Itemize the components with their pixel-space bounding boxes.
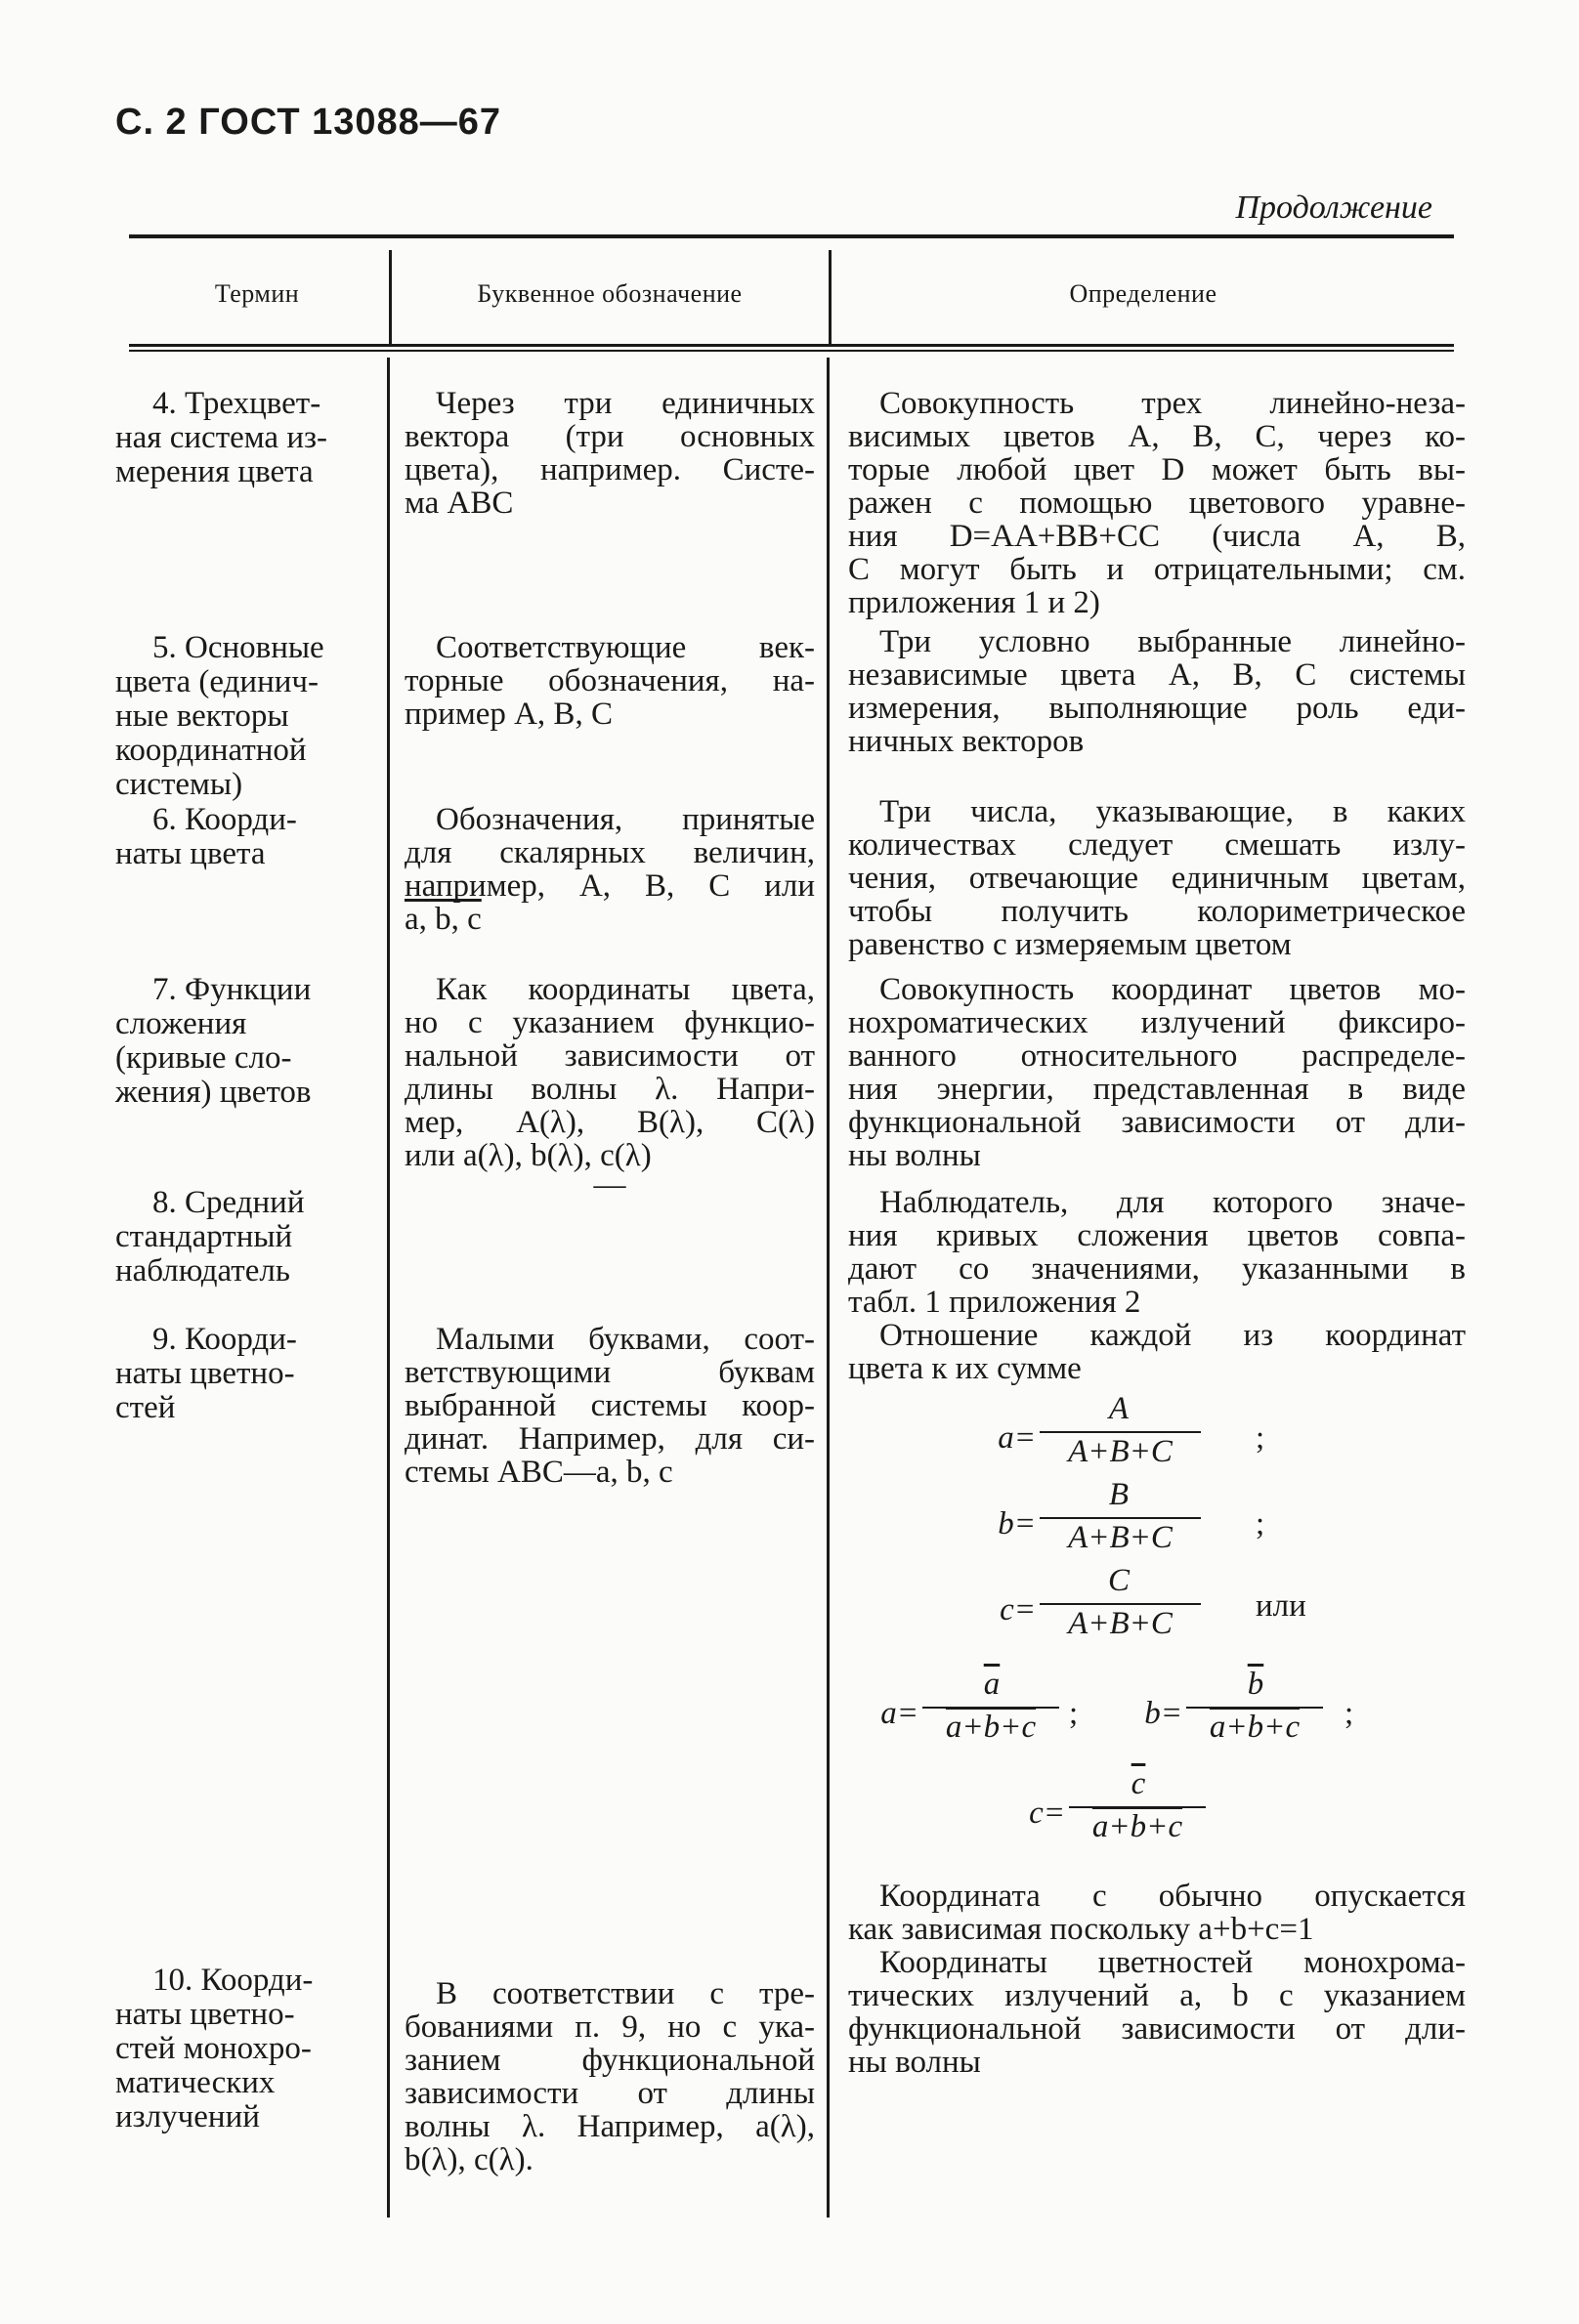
- definition-10: Координаты цветностей монохрома- тических излучений a, b с указанием функциональной зависимости от дли- ны волны: [848, 1945, 1466, 2080]
- definition-4: Совокупность трех линейно-неза- висимых цветов A, B, C, через ко- торые любой цвет D может быть вы- ражен с помощью цветового уравне- ния D=AA+BB+CC (числа A, B, C могут быть и отрицательными; см. приложения 1 и 2): [848, 386, 1466, 620]
- column-divider-1: [389, 250, 392, 344]
- formula-c-bar: c= $\overline{c}$ a+b+c: [1006, 1766, 1260, 1854]
- column-header-designation: Буквенное обозначение: [477, 279, 743, 308]
- formula-b-bar: b= $\overline{b}$ a+b+c ;: [1144, 1667, 1354, 1745]
- column-header-term: Термин: [214, 279, 300, 308]
- term-8: 8. Средний стандартный наблюдатель: [115, 1185, 305, 1289]
- column-header-definition: Определение: [1069, 279, 1217, 308]
- column-divider-1-body: [387, 358, 390, 2218]
- formula-a-bar: a= $\overline{a}$ a+b+c ;: [880, 1667, 1079, 1745]
- header-bottom-rule: [129, 344, 1454, 347]
- table-top-rule: [129, 234, 1454, 238]
- definition-9-intro: Отношение каждой из координат цвета к их сумме: [848, 1318, 1466, 1386]
- formula-a: a= A A+B+C ;: [998, 1391, 1265, 1469]
- designation-9: Малыми буквами, соот- ветствующими буквам выбранной системы коор- динат. Например, для си- стемы ABC—a, b, c: [405, 1322, 815, 1490]
- designation-5: Соответствующие век- торные обозначения, на- пример A, B, C: [405, 630, 815, 732]
- header-bottom-rule-2: [129, 350, 1454, 352]
- definition-6: Три числа, указывающие, в каких количествах следует смешать излу- чения, отвечающие единичным цветам, чтобы получить колориметрическое равенство с измеряемым цветом: [848, 794, 1466, 962]
- column-divider-2-body: [827, 358, 830, 2218]
- continuation-label: Продолжение: [1235, 190, 1432, 226]
- designation-4: Через три единичных вектора (три основных цвета), например. Систе- ма ABC: [405, 386, 815, 521]
- designation-7: Как координаты цвета, но с указанием функцио- нальной зависимости от длины волны λ. Напри- мер, A(λ), B(λ), C(λ) или a(λ), b(λ), c(λ): [405, 972, 815, 1173]
- definition-9-outro: Координата c обычно опускается как зависимая поскольку a+b+c=1: [848, 1879, 1466, 1947]
- formula-b: b= B A+B+C ;: [998, 1477, 1265, 1555]
- formula-c: c= C A+B+C или: [1000, 1563, 1306, 1641]
- term-7: 7. Функции сложения (кривые сло- жения) цветов: [115, 972, 312, 1110]
- term-9: 9. Коорди- наты цветно- стей: [115, 1322, 297, 1425]
- term-10: 10. Коорди- наты цветно- стей монохро- матических излучений: [115, 1963, 314, 2134]
- designation-10: В соответствии с тре- бованиями п. 9, но с ука- занием функциональной зависимости от длины волны λ. Например, a(λ), b(λ), c(λ).: [405, 1976, 815, 2177]
- term-4: 4. Трехцвет- ная система из- мерения цвета: [115, 386, 327, 489]
- designation-6: Обозначения, принятые для скалярных величин, например, A, B, C или a, b, c: [405, 802, 815, 937]
- definition-7: Совокупность координат цветов мо- нохроматических излучений фиксиро- ванного относительного распределе- ния энергии, представленная в виде функциональной зависимости от дли- ны волны: [848, 972, 1466, 1173]
- page-header: С. 2 ГОСТ 13088—67: [115, 102, 502, 143]
- term-6: 6. Коорди- наты цвета: [115, 802, 297, 871]
- term-5: 5. Основные цвета (единич- ные векторы координатной системы): [115, 630, 324, 802]
- column-divider-2: [829, 250, 832, 344]
- definition-8: Наблюдатель, для которого значе- ния кривых сложения цветов совпа- дают со значениями, указанными в табл. 1 приложения 2: [848, 1185, 1466, 1320]
- definition-5: Три условно выбранные линейно- независимые цвета A, B, C системы измерения, выполняющие роль еди- ничных векторов: [848, 624, 1466, 759]
- designation-8: —: [593, 1167, 626, 1203]
